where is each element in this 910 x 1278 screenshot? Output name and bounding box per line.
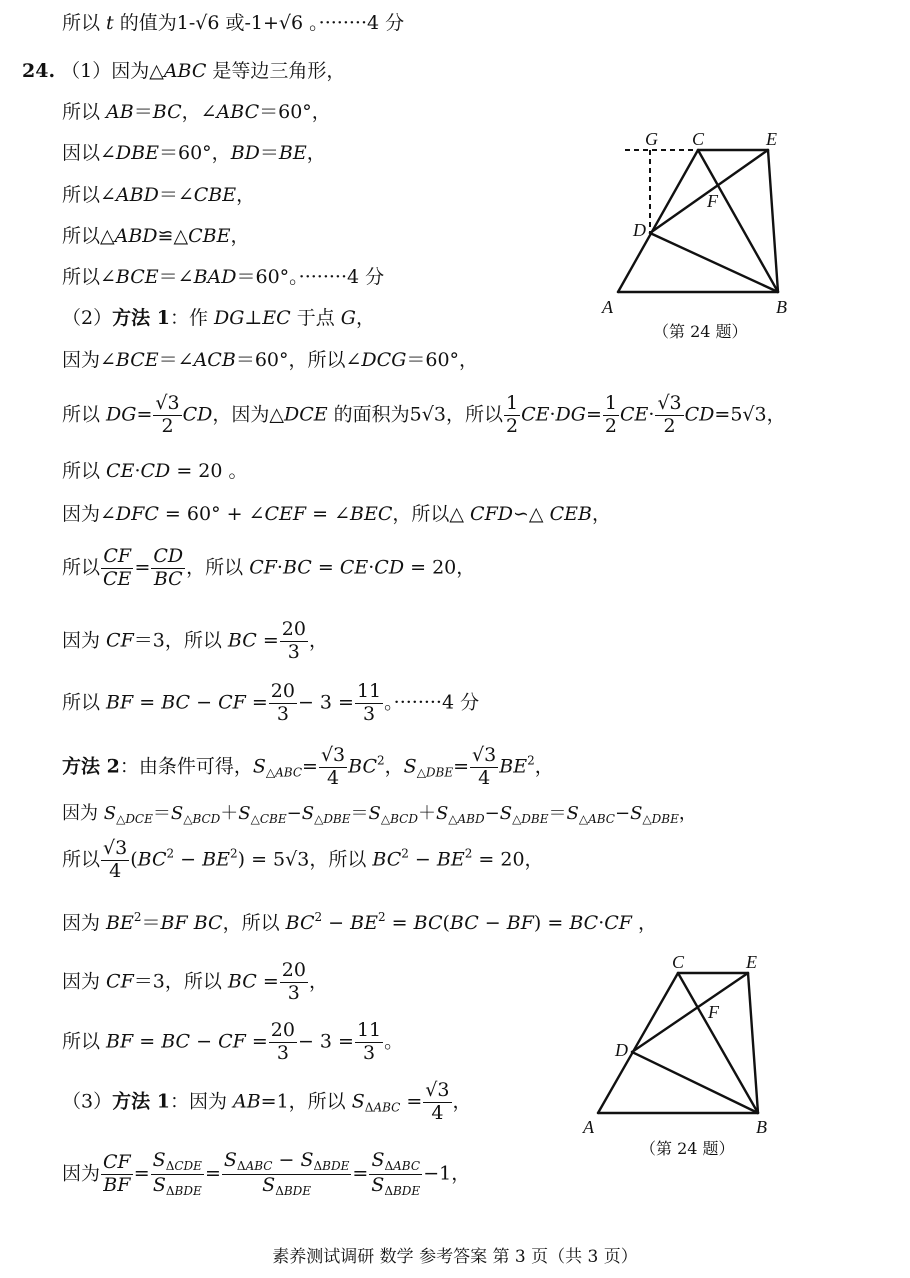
- line-1: 24. （1）因为△ABC 是等边三角形，: [22, 60, 346, 82]
- fig2-label-B: B: [756, 1117, 767, 1137]
- fig2-label-E: E: [746, 952, 757, 972]
- line-4: 所以∠ABD＝∠CBE，: [62, 184, 256, 206]
- fig1-label-E: E: [766, 129, 777, 149]
- line-18: 因为 $BE^2=BF$ BC，所以 $BC^2 - BE^2 = BC(BC - BF) = BC\cdot CF$ ，: [62, 910, 658, 934]
- line-22: 因为 $\frac{CF}{BF}$ = $\frac{S_{\Delta CDE}}{S_{\Delta BDE}}$ = $\frac{S_{\Delta ABC} - S_{\Delta BDE}}{S_{\Delta BDE}}$ = $\frac{S_{\Delta ABC}}{S_{\Delta BDE}}$ −1，: [62, 1149, 471, 1198]
- fig2-label-D: D: [615, 1040, 628, 1060]
- line-10: 所以 CE·CD = 20 。: [62, 460, 248, 482]
- figure-1: [590, 125, 805, 320]
- line-21: （3）方法 1：因为 AB=1，所以 $S_{\Delta ABC}$ = $\frac{√3}{4}$ ，: [62, 1079, 472, 1124]
- line-12: 所以 $\frac{CF}{CE}$ = $\frac{CD}{BC}$ ，所以 CF·BC = CE·CD = 20，: [62, 545, 476, 590]
- line-17: 所以 $\frac{√3}{4}$ $(BC^2 - BE^2) = 5√3$，所以 $BC^2 - BE^2 = 20$，: [62, 837, 544, 882]
- fig1-label-A: A: [602, 297, 613, 317]
- line-16: 因为 $S_{\triangle DCE}=S_{\triangle BCD}+S_{\triangle CBE}-S_{\triangle DBE}=S_{\triangle BCD}+S_{\triangle ABD}-S_{\triangle DBE}=S_{\triangle ABC}-S_{\triangle DBE}$，: [62, 803, 697, 826]
- fig1-label-B: B: [776, 297, 787, 317]
- fig1-label-F: F: [707, 191, 718, 211]
- fig2-label-C: C: [672, 952, 685, 972]
- line-2: 所以 AB＝BC，∠ABC＝60°，: [62, 101, 331, 123]
- line-15: 方法 2：由条件可得，$S_{\triangle ABC}=$ $\frac{√3}{4}$ $BC^2$，$S_{\triangle DBE}=$ $\frac{√3}{4}$ $BE^2$，: [62, 744, 554, 789]
- line-20: 所以 BF = BC − CF = $\frac{20}{3}$ − 3 = $\frac{11}{3}$ 。: [62, 1019, 404, 1064]
- fig1-label-G: G: [645, 129, 658, 149]
- page-footer: 素养测试调研 数学 参考答案 第 3 页（共 3 页）: [272, 1247, 638, 1267]
- fig1-label-D: D: [633, 220, 646, 240]
- line-6: 所以∠BCE＝∠BAD＝60°。········4 分: [62, 266, 385, 288]
- line-11: 因为∠DFC = 60° + ∠CEF = ∠BEC，所以△ CFD∽△ CEB，: [62, 503, 611, 525]
- line-3: 因以∠DBE＝60°，BD＝BE，: [62, 142, 326, 164]
- fig2-label-A: A: [583, 1117, 594, 1137]
- fig2-label-F: F: [708, 1002, 719, 1022]
- line-0: 所以 t 的值为1-√6 或-1+√6 。········4 分: [62, 12, 405, 34]
- fig1-label-C: C: [692, 129, 705, 149]
- figure-2-caption: （第 24 题）: [640, 1139, 735, 1158]
- figure-2: [580, 948, 780, 1138]
- line-13: 因为 CF＝3，所以 BC = $\frac{20}{3}$ ，: [62, 618, 328, 663]
- line-7: （2）方法 1：作 DG⊥EC 于点 G，: [62, 307, 375, 329]
- line-5: 所以△ABD≌△CBE，: [62, 225, 250, 247]
- line-9: 所以 DG= $\frac{√3}{2}$ CD，因为△DCE 的面积为5√3，所以 $\frac{1}{2}$ CE·DG= $\frac{1}{2}$ CE· $\frac{√3}{2}$ CD=5√3，: [62, 392, 786, 437]
- line-19: 因为 CF＝3，所以 BC = $\frac{20}{3}$ ，: [62, 959, 328, 1004]
- figure-1-caption: （第 24 题）: [653, 322, 748, 341]
- line-8: 因为∠BCE＝∠ACB＝60°，所以∠DCG＝60°，: [62, 349, 479, 371]
- line-14: 所以 BF = BC − CF = $\frac{20}{3}$ − 3 = $\frac{11}{3}$ 。········4 分: [62, 680, 480, 725]
